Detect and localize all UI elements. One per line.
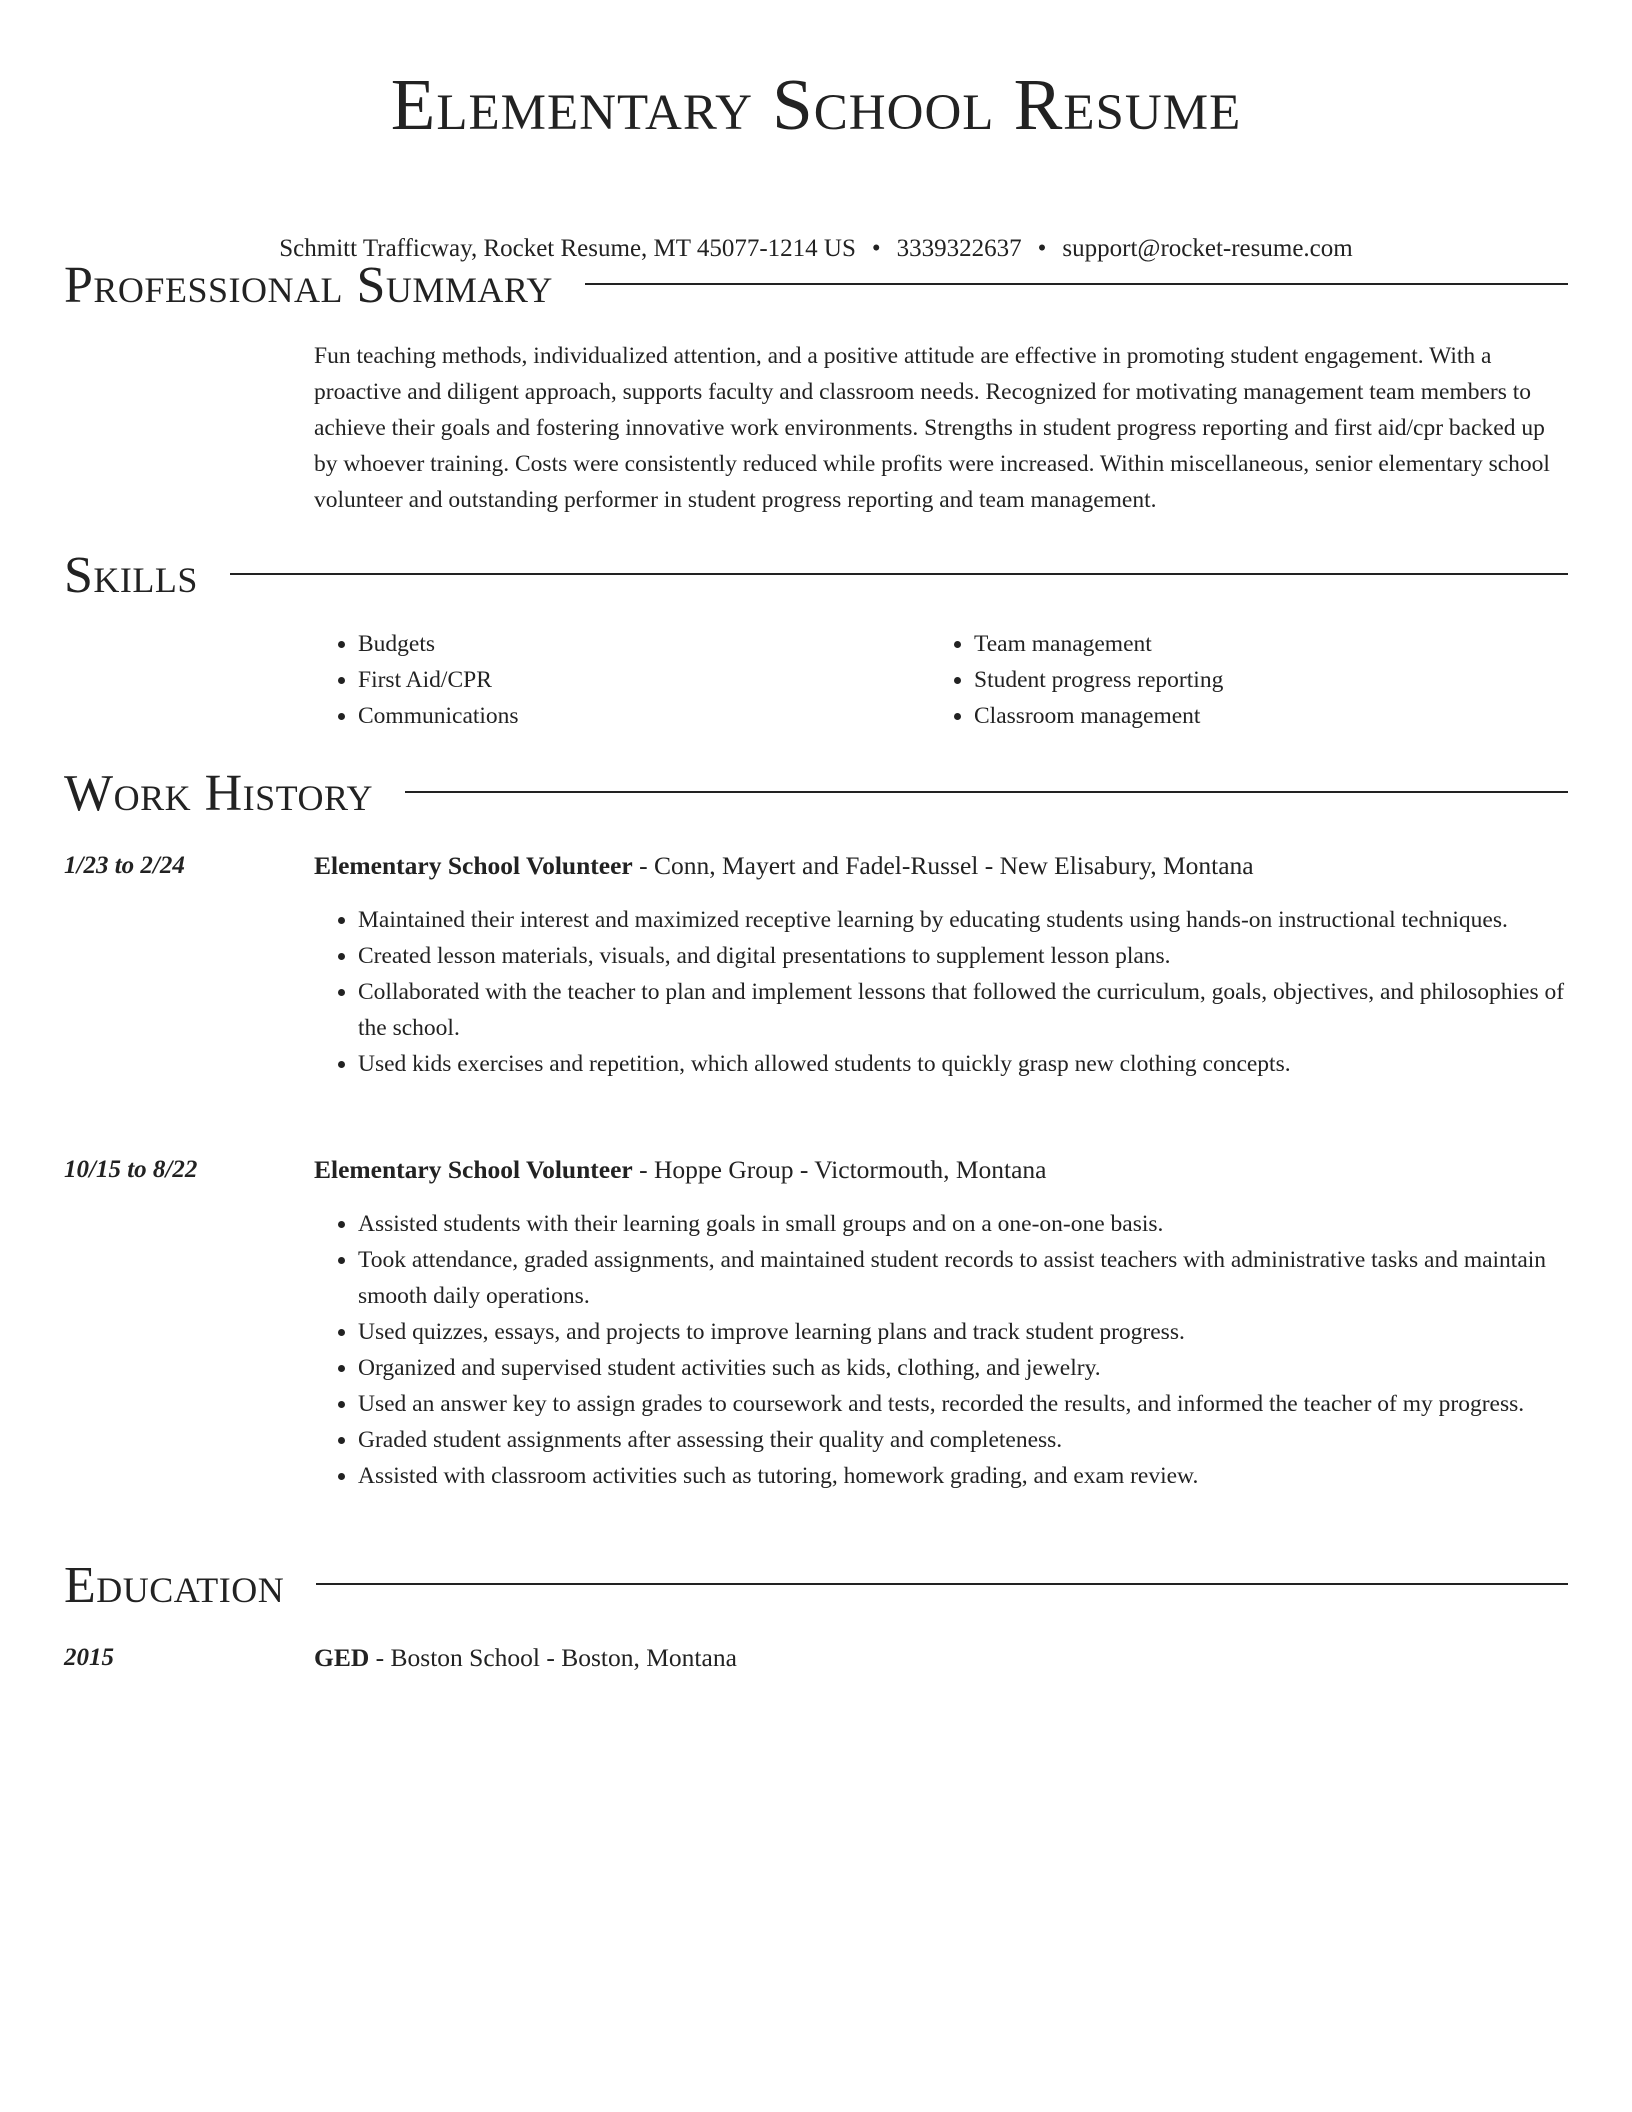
skills-heading: Skills xyxy=(64,547,198,604)
contact-phone: 3339322637 xyxy=(896,235,1022,262)
job-bullet: • Graded student assignments after assessing their quality and completeness. xyxy=(358,1422,1568,1458)
education-heading: Education xyxy=(64,1557,285,1614)
section-divider xyxy=(585,283,1568,285)
education-line xyxy=(314,1640,1568,1676)
skill-item: • Classroom management xyxy=(974,698,1546,734)
education-section-heading xyxy=(64,1556,1568,1616)
skills-list-right xyxy=(930,626,1546,734)
job-bullets xyxy=(314,1206,1568,1494)
summary-block xyxy=(314,338,1568,518)
job-bullet: • Organized and supervised student activities such as kids, clothing, and jewelry. xyxy=(358,1350,1568,1386)
education-details: - Boston School - Boston, Montana xyxy=(369,1643,737,1672)
skills-list-left xyxy=(314,626,930,734)
skill-item: • Budgets xyxy=(358,626,930,662)
section-divider xyxy=(316,1583,1568,1585)
skill-item: • Communications xyxy=(358,698,930,734)
job-bullet: • Used an answer key to assign grades to coursework and tests, recorded the results, and informed the teacher of my progress. xyxy=(358,1386,1568,1422)
job-title-line xyxy=(314,848,1568,884)
work-section-heading xyxy=(64,764,1568,824)
job-details: - Hoppe Group - Victormouth, Montana xyxy=(632,1155,1047,1184)
skill-item: • Student progress reporting xyxy=(974,662,1546,698)
contact-address: Schmitt Trafficway, Rocket Resume, MT 45077-1214 US xyxy=(279,235,856,262)
summary-text: Fun teaching methods, individualized attention, and a positive attitude are effective in promoting student engagement. With a proactive and diligent approach, supports faculty and classroom needs. Recognized for motivating management team members to achieve their goals and fostering innovative work environments. Strengths in student progress reporting and first aid/cpr backed up by whoever training. Costs were consistently reduced while profits were increased. Within miscellaneous, senior elementary school volunteer and outstanding performer in student progress reporting and team management. xyxy=(314,343,1550,513)
job-title-line xyxy=(314,1152,1568,1188)
job-bullet: • Took attendance, graded assignments, and maintained student records to assist teachers with administrative tasks and maintain smooth daily operations. xyxy=(358,1242,1568,1314)
contact-separator: • xyxy=(871,235,881,262)
job-details: - Conn, Mayert and Fadel-Russel - New Elisabury, Montana xyxy=(632,851,1254,880)
job-bullet: • Created lesson materials, visuals, and digital presentations to supplement lesson plans. xyxy=(358,938,1568,974)
work-heading: Work History xyxy=(64,765,374,822)
job-bullet: • Used quizzes, essays, and projects to improve learning plans and track student progress. xyxy=(358,1314,1568,1350)
section-divider xyxy=(405,791,1568,793)
job-bullet: • Maintained their interest and maximized receptive learning by educating students using hands-on instructional techniques. xyxy=(358,902,1568,938)
job-bullet: • Assisted with classroom activities such as tutoring, homework grading, and exam review. xyxy=(358,1458,1568,1494)
job-bullet: • Collaborated with the teacher to plan and implement lessons that followed the curriculum, goals, objectives, and philosophies of the school. xyxy=(358,974,1568,1046)
job-dates: 10/15 to 8/22 xyxy=(64,1156,198,1183)
education-year: 2015 xyxy=(64,1644,114,1671)
contact-email: support@rocket-resume.com xyxy=(1062,235,1353,262)
skill-item: • Team management xyxy=(974,626,1546,662)
page-title: Elementary School Resume xyxy=(390,64,1242,145)
job-title: Elementary School Volunteer xyxy=(314,1155,633,1184)
skill-item: • First Aid/CPR xyxy=(358,662,930,698)
contact-separator: • xyxy=(1037,235,1047,262)
education-degree: GED xyxy=(314,1643,370,1672)
summary-heading: Professional Summary xyxy=(64,257,553,314)
job-title: Elementary School Volunteer xyxy=(314,851,633,880)
job-bullet: • Used kids exercises and repetition, which allowed students to quickly grasp new clothing concepts. xyxy=(358,1046,1568,1082)
skills-block xyxy=(314,626,1568,734)
skills-section-heading xyxy=(64,546,1568,606)
job-bullets xyxy=(314,902,1568,1082)
skills-grid xyxy=(314,626,1568,734)
summary-section-heading xyxy=(64,256,1568,316)
section-divider xyxy=(230,573,1568,575)
job-bullet: • Assisted students with their learning goals in small groups and on a one-on-one basis. xyxy=(358,1206,1568,1242)
job-dates: 1/23 to 2/24 xyxy=(64,852,185,879)
